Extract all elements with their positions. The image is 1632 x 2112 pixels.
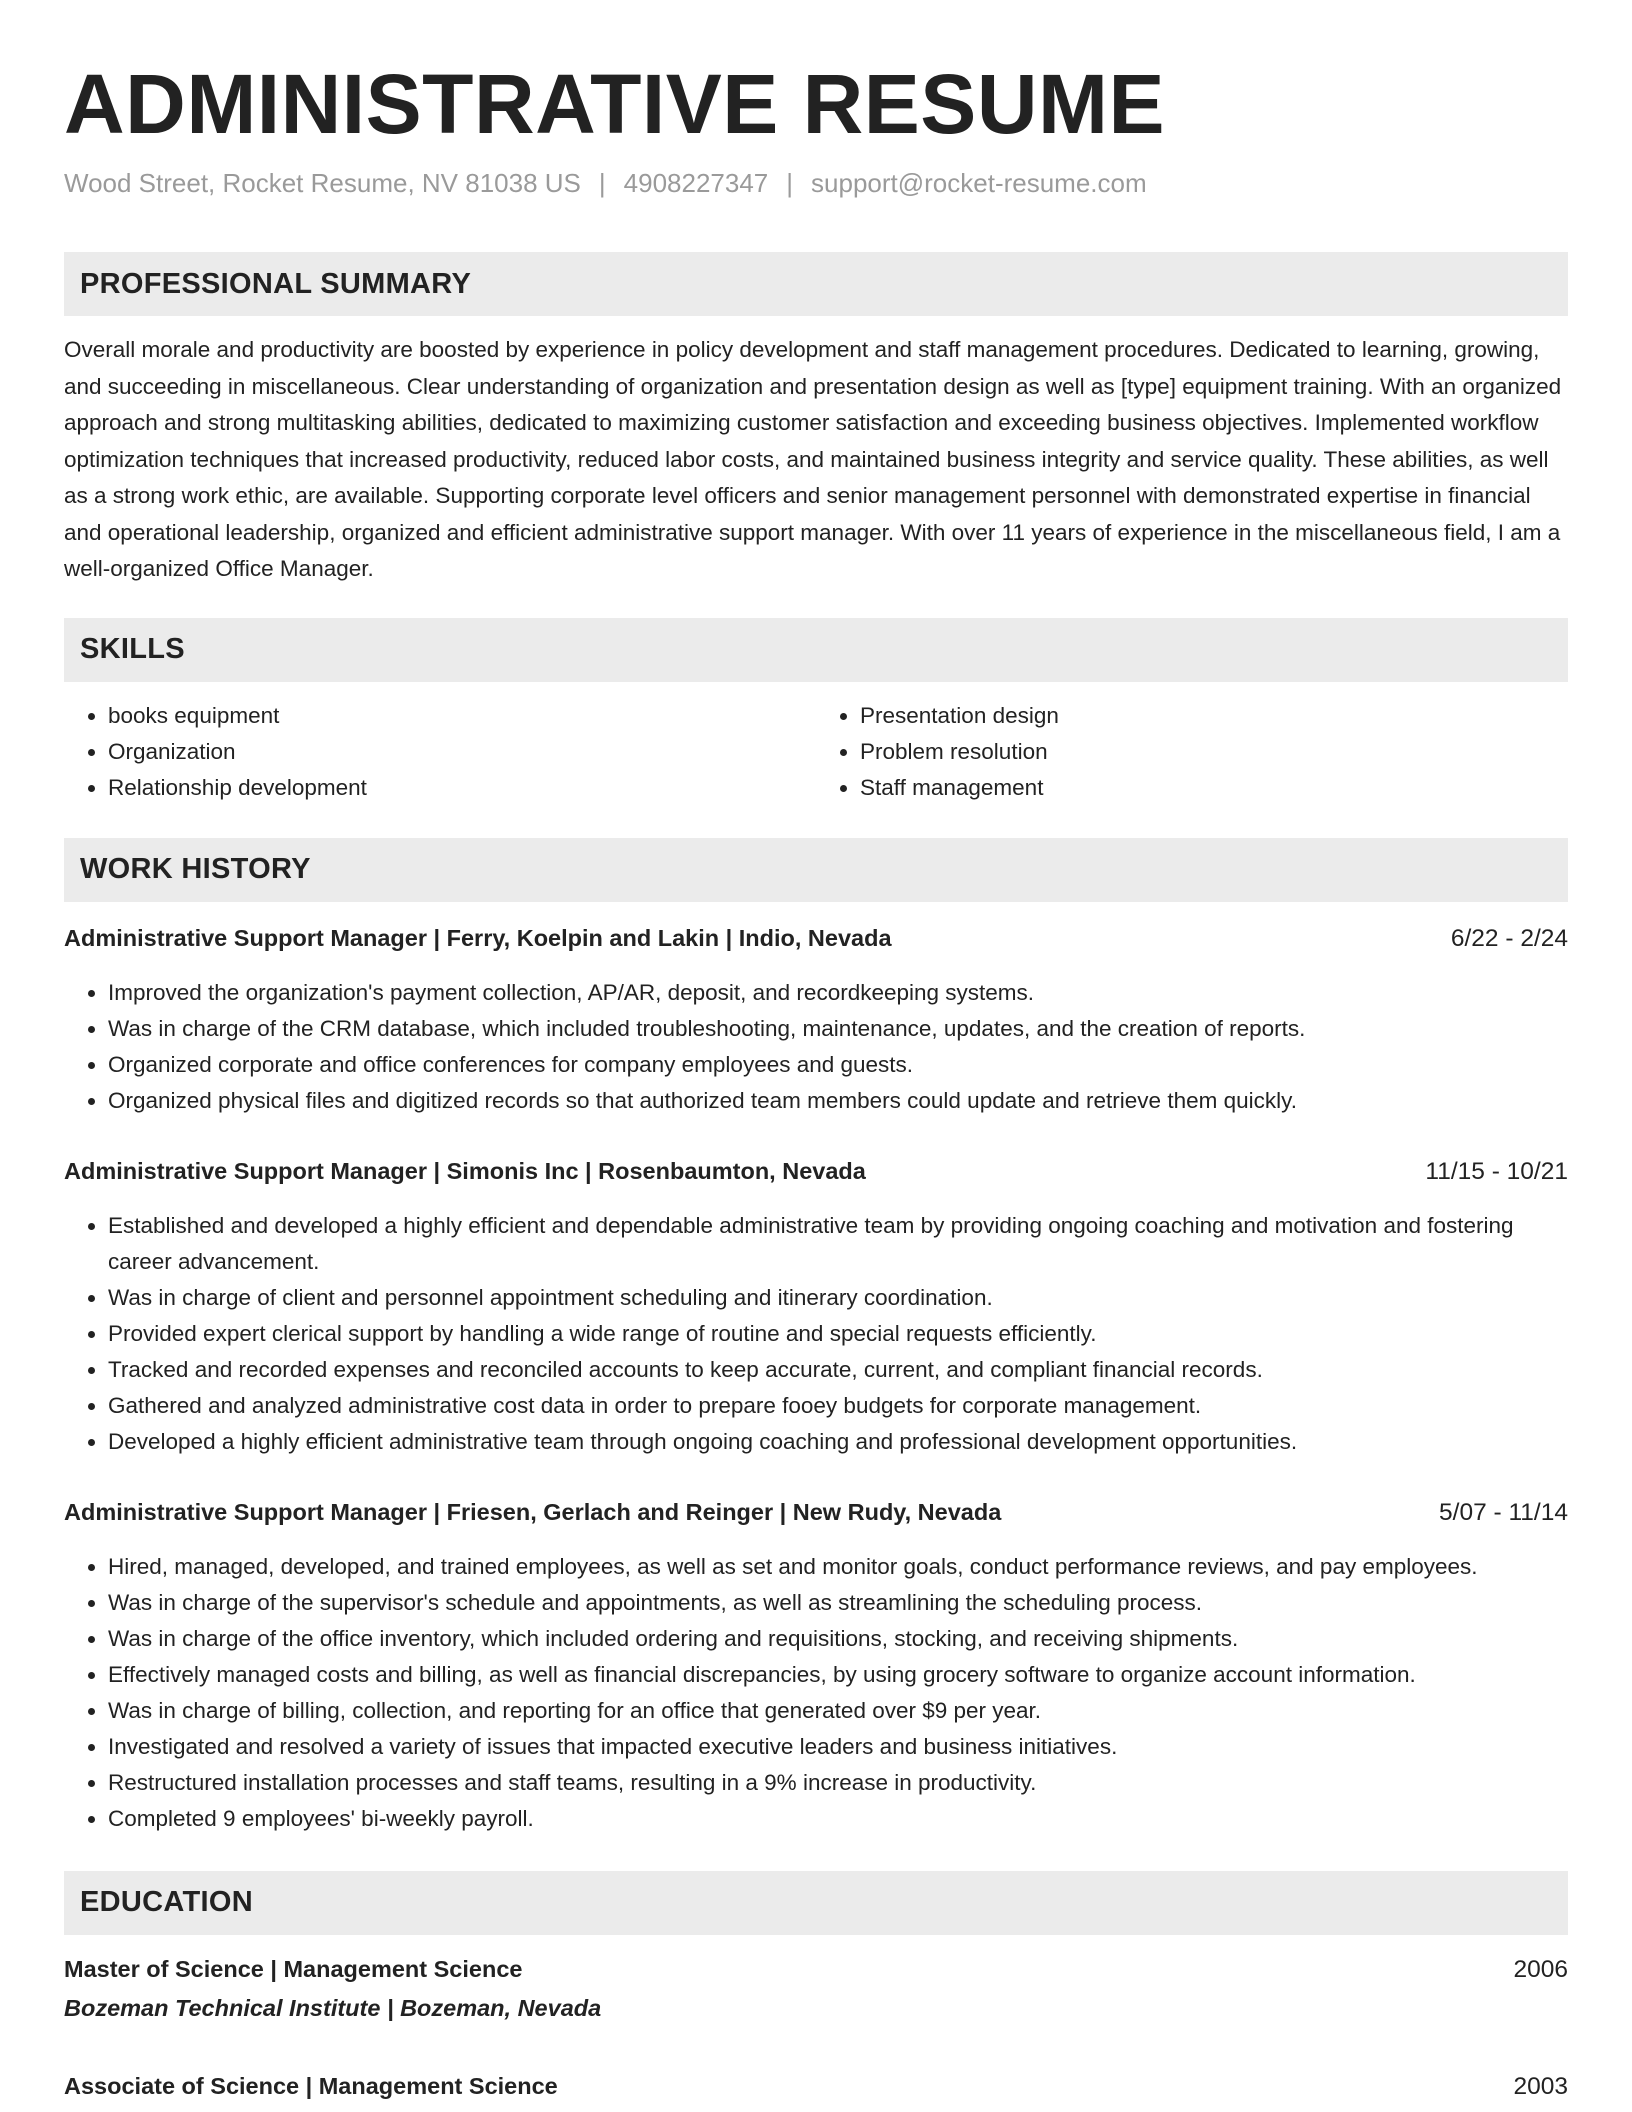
job-bullet: • Was in charge of client and personnel appointment scheduling and itinerary coordination. [108,1280,1568,1316]
job-bullet: • Organized physical files and digitized records so that authorized team members could update and retrieve them quickly. [108,1083,1568,1119]
job-title: Administrative Support Manager | Ferry, Koelpin and Lakin | Indio, Nevada [64,924,892,951]
job-dates: 6/22 - 2/24 [1450,924,1568,952]
job-heading [64,1153,1568,1190]
education-year: 2003 [1513,2072,1568,2100]
skills-list [64,698,1568,806]
job-bullet: • Was in charge of the office inventory, which included ordering and requisitions, stocking, and receiving shipments. [108,1621,1568,1657]
job-heading [64,1494,1568,1531]
job-title: Administrative Support Manager | Friesen, Gerlach and Reinger | New Rudy, Nevada [64,1498,1002,1525]
job-bullets [64,1208,1568,1460]
job-bullet: • Was in charge of the CRM database, which included troubleshooting, maintenance, updates, and the creation of reports. [108,1011,1568,1047]
education-heading [64,2068,1568,2105]
resume-title: ADMINISTRATIVE RESUME [64,57,1165,151]
work-section-header [64,838,1568,902]
job-bullets [64,1549,1568,1837]
job-entry [64,1153,1568,1460]
skills-column-right [816,698,1568,806]
job-entry [64,920,1568,1119]
job-bullet: • Organized corporate and office conferences for company employees and guests. [108,1047,1568,1083]
contact-email: support@rocket-resume.com [811,168,1147,198]
job-bullet: • Restructured installation processes and staff teams, resulting in a 9% increase in productivity. [108,1765,1568,1801]
skills-section-header [64,618,1568,682]
section-title: SKILLS [80,633,185,665]
job-bullet: • Provided expert clerical support by handling a wide range of routine and special requests efficiently. [108,1316,1568,1352]
job-bullet: • Improved the organization's payment collection, AP/AR, deposit, and recordkeeping systems. [108,975,1568,1011]
summary-section-header [64,252,1568,316]
job-entry [64,1494,1568,1837]
job-bullet: • Tracked and recorded expenses and reconciled accounts to keep accurate, current, and compliant financial records. [108,1352,1568,1388]
job-dates: 11/15 - 10/21 [1425,1157,1568,1185]
job-title: Administrative Support Manager | Simonis Inc | Rosenbaumton, Nevada [64,1157,866,1184]
education-school: Bozeman Technical Institute | Bozeman, Nevada [64,1994,602,2021]
skill-item: • Problem resolution [860,734,1568,770]
skill-item: • Presentation design [860,698,1568,734]
job-bullet: • Hired, managed, developed, and trained employees, as well as set and monitor goals, conduct performance reviews, and pay employees. [108,1549,1568,1585]
skill-item: • Staff management [860,770,1568,806]
section-title: EDUCATION [80,1886,253,1918]
contact-separator: | [598,168,606,198]
contact-address: Wood Street, Rocket Resume, NV 81038 US [64,168,581,198]
job-dates: 5/07 - 11/14 [1439,1498,1568,1526]
job-bullet: • Completed 9 employees' bi-weekly payroll. [108,1801,1568,1837]
skill-item: • Organization [108,734,816,770]
education-entry [64,1951,1568,2026]
job-bullet: • Developed a highly efficient administrative team through ongoing coaching and professional development opportunities. [108,1424,1568,1460]
section-title: WORK HISTORY [80,853,311,885]
education-entry [64,2068,1568,2105]
job-bullet: • Established and developed a highly efficient and dependable administrative team by providing ongoing coaching and motivation and fostering career advancement. [108,1208,1568,1280]
education-year: 2006 [1513,1955,1568,1983]
contact-phone: 4908227347 [623,168,769,198]
contact-separator: | [786,168,794,198]
skill-item: • books equipment [108,698,816,734]
job-heading [64,920,1568,957]
job-bullet: • Effectively managed costs and billing, as well as financial discrepancies, by using grocery software to organize account information. [108,1657,1568,1693]
skill-item: • Relationship development [108,770,816,806]
job-bullet: • Was in charge of the supervisor's schedule and appointments, as well as streamlining the scheduling process. [108,1585,1568,1621]
job-bullets [64,975,1568,1119]
skills-column-left [64,698,816,806]
education-degree: Master of Science | Management Science [64,1955,523,1982]
education-heading [64,1951,1568,1988]
job-bullet: • Gathered and analyzed administrative cost data in order to prepare fooey budgets for corporate management. [108,1388,1568,1424]
contact-line [64,166,1568,200]
summary-text: Overall morale and productivity are boosted by experience in policy development and staff management procedures. Dedicated to learning, growing, and succeeding in miscellaneous. Clear understanding of organization and presentation design as well as [type] equipment training. With an organized approach and strong multitasking abilities, dedicated to maximizing customer satisfaction and exceeding business objectives. Implemented workflow optimization techniques that increased productivity, reduced labor costs, and maintained business integrity and service quality. These abilities, as well as a strong work ethic, are available. Supporting corporate level officers and senior management personnel with demonstrated expertise in financial and operational leadership, organized and efficient administrative support manager. With over 11 years of experience in the miscellaneous field, I am a well-organized Office Manager. [64,337,1562,581]
job-bullet: • Was in charge of billing, collection, and reporting for an office that generated over $9 per year. [108,1693,1568,1729]
section-title: PROFESSIONAL SUMMARY [80,267,472,300]
education-section-header [64,1871,1568,1935]
job-bullet: • Investigated and resolved a variety of issues that impacted executive leaders and business initiatives. [108,1729,1568,1765]
education-degree: Associate of Science | Management Science [64,2072,558,2099]
